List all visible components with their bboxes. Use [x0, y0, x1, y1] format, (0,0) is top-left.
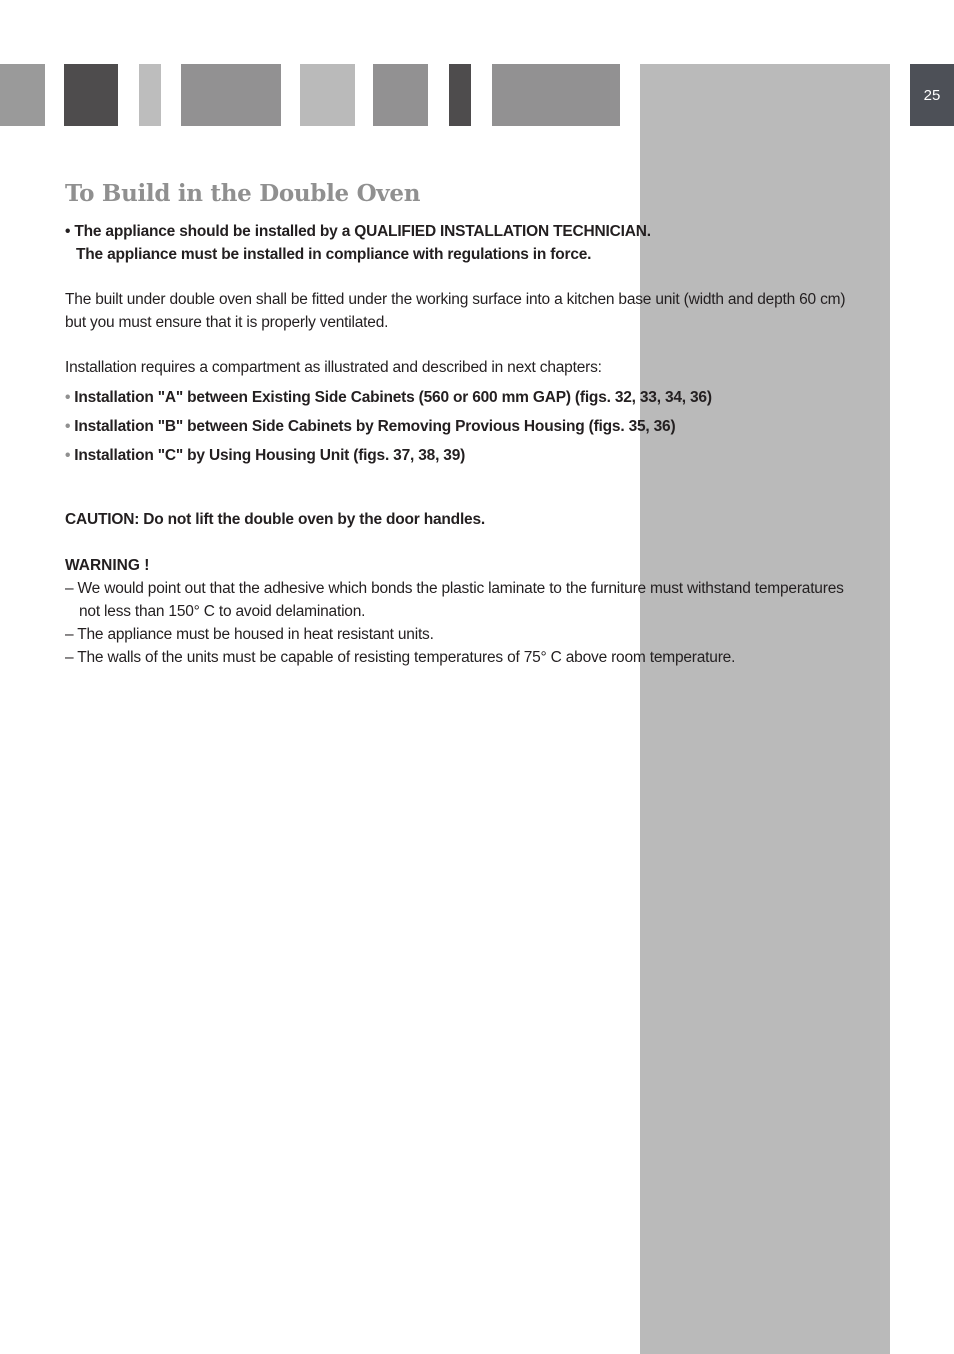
- header-bar-1: [0, 64, 45, 126]
- header-bar-3: [139, 64, 161, 126]
- warning-item-walls: – The walls of the units must be capable of resisting temperatures of 75° C above room temperature.: [65, 649, 736, 666]
- header-bar-4: [181, 64, 281, 126]
- warning-item-housing: – The appliance must be housed in heat resistant units.: [65, 626, 434, 643]
- list-item: [65, 383, 855, 412]
- header-bar-7: [449, 64, 471, 126]
- list-item: [65, 441, 855, 470]
- list-item: [65, 412, 855, 441]
- installer-notice: [65, 220, 855, 266]
- warning-list: [65, 577, 855, 669]
- header-bar-6: [373, 64, 428, 126]
- warning-title: WARNING !: [65, 557, 150, 574]
- list-bullet: •: [65, 389, 71, 406]
- header-bar-2: [64, 64, 118, 126]
- header-bar-5: [300, 64, 355, 126]
- intro-paragraph: The built under double oven shall be fitted under the working surface into a kitchen base unit (width and depth 60 cm) but you must ensure that it is properly ventilated.: [65, 291, 846, 331]
- notice-line-2: The appliance must be installed in compliance with regulations in force.: [76, 246, 592, 263]
- requirements-paragraph: Installation requires a compartment as illustrated and described in next chapters:: [65, 359, 602, 376]
- warning-item-adhesive: – We would point out that the adhesive which bonds the plastic laminate to the furniture must withstand temperatures not less than 150° C to avoid delamination.: [65, 580, 844, 620]
- page-number: [910, 64, 954, 126]
- caution-text: CAUTION: Do not lift the double oven by the door handles.: [65, 511, 486, 528]
- page-number-text: 25: [923, 86, 941, 104]
- list-bullet: •: [65, 447, 71, 464]
- installation-a: Installation "A" between Existing Side Cabinets (560 or 600 mm GAP) (figs. 32, 33, 34, 36): [74, 389, 712, 406]
- notice-line-1: The appliance should be installed by a QUALIFIED INSTALLATION TECHNICIAN.: [74, 223, 651, 240]
- page-content: [65, 176, 855, 669]
- header-bar-8: [492, 64, 620, 126]
- installation-b: Installation "B" between Side Cabinets by Removing Provious Housing (figs. 35, 36): [74, 418, 676, 435]
- list-bullet: •: [65, 418, 71, 435]
- installation-c: Installation "C" by Using Housing Unit (figs. 37, 38, 39): [74, 447, 466, 464]
- page-title: To Build in the Double Oven: [65, 180, 421, 207]
- notice-bullet: •: [65, 223, 71, 240]
- installation-list: [65, 383, 855, 470]
